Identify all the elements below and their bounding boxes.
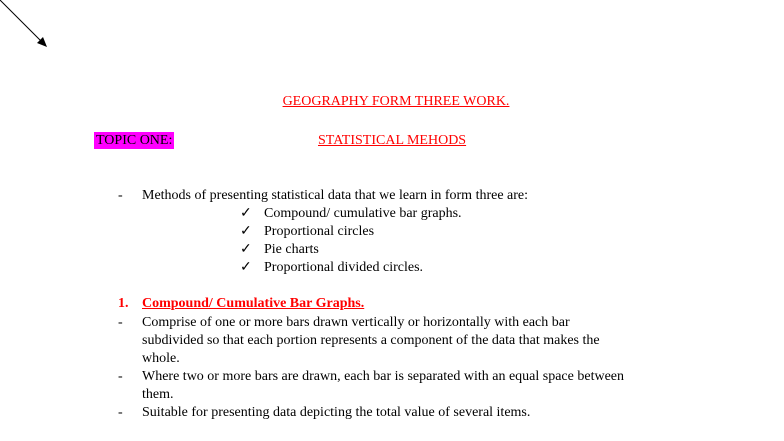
- arrow-icon: [0, 0, 60, 55]
- checkmark-icon: ✓: [240, 206, 252, 221]
- checkmark-icon: ✓: [240, 242, 252, 257]
- intro-bullet-text: Methods of presenting statistical data that we learn in form three are:: [142, 188, 529, 203]
- checkmark-icon: ✓: [240, 260, 252, 275]
- bullet-dash: -: [118, 405, 123, 420]
- topic-tag: TOPIC ONE:: [96, 133, 173, 148]
- section-bullet-line: Comprise of one or more bars drawn vertically or horizontally with each bar: [142, 315, 570, 330]
- bullet-dash: -: [118, 369, 123, 384]
- section-bullet-line: Where two or more bars are drawn, each bar is separated with an equal space between: [142, 369, 624, 384]
- section-number: 1.: [118, 296, 129, 311]
- bullet-dash: -: [118, 188, 123, 203]
- section-bullet-line: subdivided so that each portion represents a component of the data that makes the: [142, 333, 600, 348]
- method-item: [240, 259, 423, 277]
- checkmark-icon: ✓: [240, 224, 252, 239]
- section-bullet-line: them.: [142, 387, 174, 402]
- method-item: [240, 241, 319, 259]
- method-label: Pie charts: [264, 242, 319, 257]
- bullet-dash: -: [118, 315, 123, 330]
- method-item: [240, 223, 374, 241]
- section-bullet-line: whole.: [142, 351, 180, 366]
- method-label: Proportional divided circles.: [264, 260, 424, 275]
- method-label: Proportional circles: [264, 224, 375, 239]
- method-label: Compound/ cumulative bar graphs.: [264, 206, 462, 221]
- section-heading: Compound/ Cumulative Bar Graphs.: [142, 296, 365, 311]
- method-item: [240, 205, 462, 223]
- section-bullet-line: Suitable for presenting data depicting the total value of several items.: [142, 405, 531, 420]
- topic-title: STATISTICAL MEHODS: [318, 133, 467, 148]
- document-title: GEOGRAPHY FORM THREE WORK.: [282, 94, 510, 109]
